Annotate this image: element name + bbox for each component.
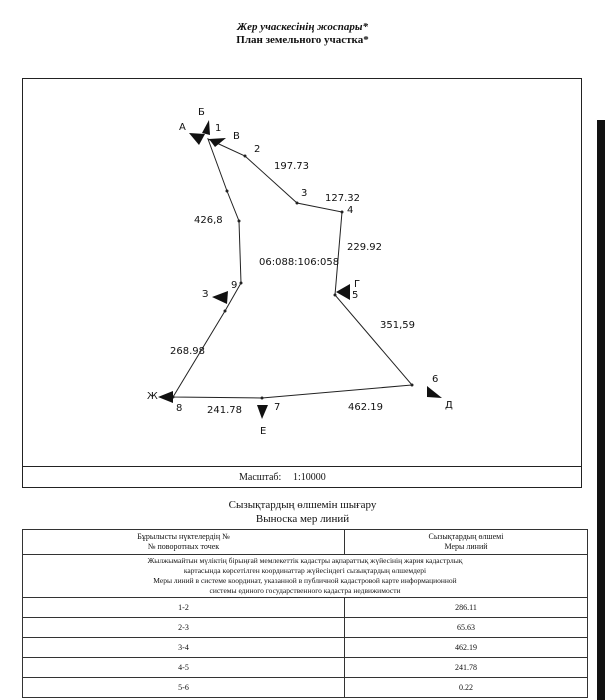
table-row xyxy=(23,618,588,638)
note-line: Меры линий в системе координат, указанной в публичной кадастровой карте информационной xyxy=(153,576,457,585)
arrow-d-icon xyxy=(427,386,442,398)
letter-label: В xyxy=(233,131,240,142)
point-label: 8 xyxy=(176,403,183,414)
table-note-row xyxy=(23,555,588,598)
letter-label: З xyxy=(202,289,209,300)
scale-row xyxy=(22,466,582,488)
note-line: системы единого государственного кадастра недвижимости xyxy=(209,586,401,595)
arrow-b-icon xyxy=(202,120,210,135)
length-label: 241.78 xyxy=(207,405,242,416)
point-label: 3 xyxy=(301,188,308,199)
length-label: 268.98 xyxy=(170,346,205,357)
column-header-text: Сызықтардың өлшемі xyxy=(428,532,504,541)
column-header-text: № поворотных точек xyxy=(147,542,220,551)
plan-title-ru: План земельного участка* xyxy=(236,34,369,46)
page-edge-shadow xyxy=(597,120,605,700)
points-cell: 5-6 xyxy=(23,678,345,698)
letter-labels xyxy=(147,107,453,437)
length-cell: 241.78 xyxy=(345,658,588,678)
note-line: картасында көрсетілген координаттар жүйесіндегі сызықтардың өлшемдері xyxy=(183,566,427,575)
length-label: 351,59 xyxy=(380,320,415,331)
point-label: 2 xyxy=(254,144,261,155)
points-cell: 1-2 xyxy=(23,598,345,618)
column-header-points xyxy=(23,530,345,555)
letter-label: Д xyxy=(445,400,453,411)
cadastral-number: 06:088:106:058 xyxy=(259,257,340,268)
arrow-g-icon xyxy=(336,284,350,300)
table-row xyxy=(23,678,588,698)
length-label: 462.19 xyxy=(348,402,383,413)
length-cell: 462.19 xyxy=(345,638,588,658)
table-row xyxy=(23,658,588,678)
parcel-boundary xyxy=(173,139,412,398)
table-row xyxy=(23,638,588,658)
points-cell: 2-3 xyxy=(23,618,345,638)
table-row xyxy=(23,598,588,618)
point-label: 4 xyxy=(347,205,354,216)
letter-label: Ж xyxy=(147,391,158,402)
length-label: 426,8 xyxy=(194,215,223,226)
point-label: 7 xyxy=(274,402,281,413)
note-line: Жылжымайтын мүліктің бірыңғай мемлекеттік кадастры ақпараттық жүйесінің жария кадастрлық xyxy=(147,556,463,565)
arrow-zh-icon xyxy=(158,391,173,403)
column-header-text: Меры линий xyxy=(444,542,488,551)
points-cell: 3-4 xyxy=(23,638,345,658)
length-cell: 286.11 xyxy=(345,598,588,618)
column-header-lengths xyxy=(345,530,588,555)
letter-label: А xyxy=(179,122,186,133)
point-label: 6 xyxy=(432,374,439,385)
table-note xyxy=(23,555,588,598)
points-cell: 4-5 xyxy=(23,658,345,678)
length-cell: 0.22 xyxy=(345,678,588,698)
point-label: 1 xyxy=(215,123,222,134)
letter-label: Г xyxy=(354,279,361,290)
table-header-row xyxy=(23,530,588,555)
lines-title-ru: Выноска мер линий xyxy=(255,513,350,525)
length-label: 229.92 xyxy=(347,242,382,253)
scale-value: 1:10000 xyxy=(293,472,326,483)
line-measurements-table xyxy=(22,529,588,698)
length-cell: 65.63 xyxy=(345,618,588,638)
letter-label: Е xyxy=(260,426,267,437)
length-label: 127.32 xyxy=(325,193,360,204)
plan-title-kz: Жер учаскесінің жоспары* xyxy=(236,21,369,33)
point-label: 9 xyxy=(231,280,238,291)
arrow-z-icon xyxy=(212,291,228,304)
scale-label: Масштаб: xyxy=(239,472,282,483)
column-header-text: Бұрылысты нүктелердің № xyxy=(137,532,230,541)
plan-frame xyxy=(22,78,582,488)
point-label: 5 xyxy=(352,290,359,301)
letter-label: Б xyxy=(198,107,205,118)
lines-title-kz: Сызықтардың өлшемін шығару xyxy=(228,499,377,511)
arrow-e-icon xyxy=(257,405,268,419)
boundary-vertices xyxy=(172,155,414,400)
arrow-a-icon xyxy=(189,133,205,145)
plan-drawing xyxy=(23,79,581,467)
length-label: 197.73 xyxy=(274,161,309,172)
